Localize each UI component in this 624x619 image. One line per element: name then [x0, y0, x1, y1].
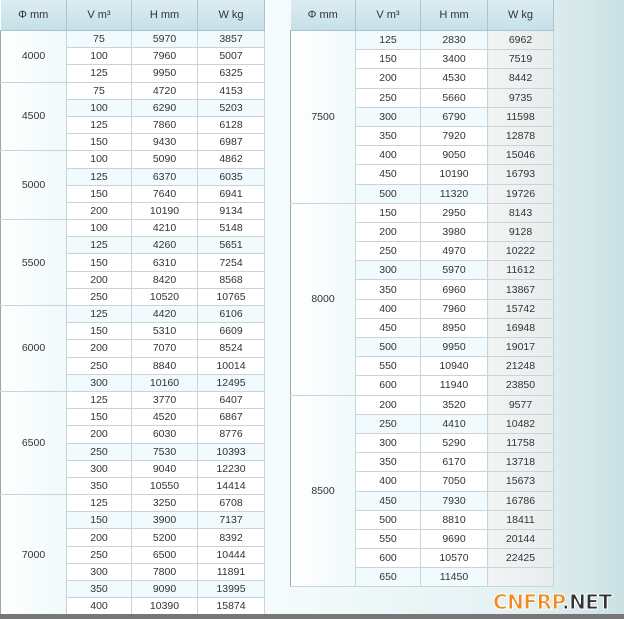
header-diameter: Φ mm [291, 0, 356, 31]
volume-cell: 125 [67, 391, 132, 408]
volume-cell: 150 [67, 134, 132, 151]
height-cell: 8840 [132, 357, 198, 374]
height-cell: 7050 [421, 472, 488, 491]
weight-cell: 9577 [488, 395, 554, 414]
volume-cell: 150 [67, 323, 132, 340]
weight-cell: 15874 [198, 598, 265, 615]
diameter-cell: 5500 [1, 220, 67, 306]
volume-cell: 300 [356, 433, 421, 452]
weight-cell: 10482 [488, 414, 554, 433]
height-cell: 5970 [421, 261, 488, 280]
volume-cell: 250 [67, 288, 132, 305]
volume-cell: 500 [356, 338, 421, 357]
volume-cell: 300 [67, 563, 132, 580]
weight-cell: 8392 [198, 529, 265, 546]
diameter-cell: 7500 [291, 31, 356, 204]
weight-cell: 4862 [198, 151, 265, 168]
weight-cell: 11891 [198, 563, 265, 580]
height-cell: 9040 [132, 460, 198, 477]
volume-cell: 550 [356, 357, 421, 376]
table-row [1, 495, 265, 512]
weight-cell: 6962 [488, 31, 554, 50]
weight-cell: 10222 [488, 242, 554, 261]
weight-cell: 11612 [488, 261, 554, 280]
height-cell: 10520 [132, 288, 198, 305]
weight-cell: 10444 [198, 546, 265, 563]
height-cell: 9950 [421, 338, 488, 357]
weight-cell: 11758 [488, 433, 554, 452]
height-cell: 10190 [421, 165, 488, 184]
volume-cell: 550 [356, 529, 421, 548]
volume-cell: 650 [356, 568, 421, 587]
volume-cell: 400 [356, 472, 421, 491]
height-cell: 10550 [132, 477, 198, 494]
height-cell: 10570 [421, 549, 488, 568]
height-cell: 7960 [421, 299, 488, 318]
header-height: H mm [421, 0, 488, 31]
volume-cell: 400 [356, 299, 421, 318]
height-cell: 6030 [132, 426, 198, 443]
weight-cell: 15046 [488, 146, 554, 165]
weight-cell: 15742 [488, 299, 554, 318]
weight-cell: 6106 [198, 306, 265, 323]
table-row [291, 31, 554, 50]
height-cell: 4530 [421, 69, 488, 88]
table-row [1, 391, 265, 408]
volume-cell: 450 [356, 318, 421, 337]
height-cell: 8810 [421, 510, 488, 529]
weight-cell: 6941 [198, 185, 265, 202]
header-weight: W kg [488, 0, 554, 31]
weight-cell: 4153 [198, 82, 265, 99]
weight-cell: 8143 [488, 203, 554, 222]
weight-cell: 19726 [488, 184, 554, 203]
height-cell: 4720 [132, 82, 198, 99]
weight-cell: 19017 [488, 338, 554, 357]
weight-cell: 8776 [198, 426, 265, 443]
volume-cell: 600 [356, 376, 421, 395]
weight-cell: 12495 [198, 374, 265, 391]
height-cell: 9050 [421, 146, 488, 165]
height-cell: 7070 [132, 340, 198, 357]
diameter-cell: 4500 [1, 82, 67, 151]
weight-cell: 5007 [198, 48, 265, 65]
height-cell: 9090 [132, 581, 198, 598]
spec-table-left [0, 0, 265, 615]
volume-cell: 500 [356, 510, 421, 529]
weight-cell: 7519 [488, 50, 554, 69]
weight-cell: 9134 [198, 202, 265, 219]
volume-cell: 100 [67, 48, 132, 65]
volume-cell: 200 [67, 426, 132, 443]
volume-cell: 200 [356, 222, 421, 241]
volume-cell: 150 [356, 50, 421, 69]
height-cell: 8420 [132, 271, 198, 288]
weight-cell: 13995 [198, 581, 265, 598]
weight-cell: 10014 [198, 357, 265, 374]
weight-cell: 10393 [198, 443, 265, 460]
height-cell: 5310 [132, 323, 198, 340]
height-cell: 7800 [132, 563, 198, 580]
header-volume: V m³ [67, 0, 132, 31]
weight-cell: 6407 [198, 391, 265, 408]
volume-cell: 125 [67, 237, 132, 254]
volume-cell: 250 [67, 546, 132, 563]
volume-cell: 100 [67, 151, 132, 168]
weight-cell: 8568 [198, 271, 265, 288]
volume-cell: 125 [67, 306, 132, 323]
volume-cell: 500 [356, 184, 421, 203]
volume-cell: 250 [356, 414, 421, 433]
height-cell: 11940 [421, 376, 488, 395]
height-cell: 4520 [132, 409, 198, 426]
weight-cell: 8442 [488, 69, 554, 88]
weight-cell: 6035 [198, 168, 265, 185]
volume-cell: 400 [356, 146, 421, 165]
volume-cell: 200 [67, 271, 132, 288]
weight-cell: 7137 [198, 512, 265, 529]
volume-cell: 350 [67, 581, 132, 598]
volume-cell: 350 [356, 453, 421, 472]
volume-cell: 200 [356, 69, 421, 88]
height-cell: 8950 [421, 318, 488, 337]
volume-cell: 125 [356, 31, 421, 50]
volume-cell: 125 [67, 495, 132, 512]
weight-cell: 18411 [488, 510, 554, 529]
height-cell: 5660 [421, 88, 488, 107]
weight-cell: 22425 [488, 549, 554, 568]
height-cell: 4410 [421, 414, 488, 433]
bottom-border [0, 614, 624, 619]
volume-cell: 125 [67, 168, 132, 185]
height-cell: 2830 [421, 31, 488, 50]
height-cell: 9430 [132, 134, 198, 151]
height-cell: 6960 [421, 280, 488, 299]
weight-cell: 16948 [488, 318, 554, 337]
height-cell: 4420 [132, 306, 198, 323]
height-cell: 7920 [421, 126, 488, 145]
volume-cell: 150 [67, 254, 132, 271]
height-cell: 10390 [132, 598, 198, 615]
table-row [1, 306, 265, 323]
weight-cell: 3857 [198, 31, 265, 48]
volume-cell: 125 [67, 65, 132, 82]
table-row [291, 395, 554, 414]
volume-cell: 200 [67, 202, 132, 219]
volume-cell: 75 [67, 82, 132, 99]
header-diameter: Φ mm [1, 0, 67, 31]
table-row [1, 31, 265, 48]
weight-cell: 9128 [488, 222, 554, 241]
volume-cell: 300 [67, 460, 132, 477]
volume-cell: 100 [67, 99, 132, 116]
height-cell: 3980 [421, 222, 488, 241]
height-cell: 3520 [421, 395, 488, 414]
volume-cell: 250 [67, 357, 132, 374]
weight-cell: 21248 [488, 357, 554, 376]
weight-cell: 12230 [198, 460, 265, 477]
volume-cell: 300 [67, 374, 132, 391]
height-cell: 2950 [421, 203, 488, 222]
volume-cell: 350 [356, 126, 421, 145]
height-cell: 6310 [132, 254, 198, 271]
weight-cell: 10765 [198, 288, 265, 305]
volume-cell: 150 [67, 512, 132, 529]
volume-cell: 450 [356, 491, 421, 510]
height-cell: 6500 [132, 546, 198, 563]
volume-cell: 100 [67, 220, 132, 237]
height-cell: 5290 [421, 433, 488, 452]
weight-cell: 13718 [488, 453, 554, 472]
height-cell: 3770 [132, 391, 198, 408]
weight-cell: 6987 [198, 134, 265, 151]
weight-cell: 16786 [488, 491, 554, 510]
header-height: H mm [132, 0, 198, 31]
height-cell: 4260 [132, 237, 198, 254]
height-cell: 5200 [132, 529, 198, 546]
height-cell: 11320 [421, 184, 488, 203]
volume-cell: 350 [356, 280, 421, 299]
height-cell: 6290 [132, 99, 198, 116]
table-row [1, 82, 265, 99]
weight-cell: 23850 [488, 376, 554, 395]
table-row [1, 151, 265, 168]
volume-cell: 125 [67, 116, 132, 133]
volume-cell: 200 [356, 395, 421, 414]
weight-cell: 15673 [488, 472, 554, 491]
table-row [291, 203, 554, 222]
volume-cell: 200 [67, 340, 132, 357]
watermark-logo [493, 591, 612, 613]
height-cell: 6790 [421, 107, 488, 126]
weight-cell: 12878 [488, 126, 554, 145]
watermark-part1: CNFRP [493, 590, 562, 614]
volume-cell: 250 [356, 242, 421, 261]
volume-cell: 300 [356, 261, 421, 280]
volume-cell: 150 [356, 203, 421, 222]
height-cell: 7860 [132, 116, 198, 133]
volume-cell: 450 [356, 165, 421, 184]
height-cell: 7930 [421, 491, 488, 510]
height-cell: 9690 [421, 529, 488, 548]
volume-cell: 250 [356, 88, 421, 107]
height-cell: 4210 [132, 220, 198, 237]
weight-cell: 6325 [198, 65, 265, 82]
height-cell: 10160 [132, 374, 198, 391]
weight-cell: 16793 [488, 165, 554, 184]
spec-table-right [290, 0, 554, 587]
height-cell: 4970 [421, 242, 488, 261]
height-cell: 11450 [421, 568, 488, 587]
weight-cell: 7254 [198, 254, 265, 271]
weight-cell [488, 568, 554, 587]
weight-cell: 20144 [488, 529, 554, 548]
height-cell: 7640 [132, 185, 198, 202]
volume-cell: 350 [67, 477, 132, 494]
weight-cell: 5148 [198, 220, 265, 237]
weight-cell: 5651 [198, 237, 265, 254]
weight-cell: 6867 [198, 409, 265, 426]
weight-cell: 13867 [488, 280, 554, 299]
diameter-cell: 6500 [1, 391, 67, 494]
height-cell: 10190 [132, 202, 198, 219]
height-cell: 6370 [132, 168, 198, 185]
header-volume: V m³ [356, 0, 421, 31]
diameter-cell: 6000 [1, 306, 67, 392]
volume-cell: 250 [67, 443, 132, 460]
volume-cell: 75 [67, 31, 132, 48]
weight-cell: 9735 [488, 88, 554, 107]
height-cell: 10940 [421, 357, 488, 376]
height-cell: 3900 [132, 512, 198, 529]
volume-cell: 600 [356, 549, 421, 568]
volume-cell: 200 [67, 529, 132, 546]
height-cell: 7530 [132, 443, 198, 460]
weight-cell: 5203 [198, 99, 265, 116]
volume-cell: 400 [67, 598, 132, 615]
weight-cell: 6128 [198, 116, 265, 133]
diameter-cell: 5000 [1, 151, 67, 220]
height-cell: 3400 [421, 50, 488, 69]
table-row [1, 220, 265, 237]
height-cell: 3250 [132, 495, 198, 512]
height-cell: 5090 [132, 151, 198, 168]
volume-cell: 300 [356, 107, 421, 126]
diameter-cell: 7000 [1, 495, 67, 615]
weight-cell: 6708 [198, 495, 265, 512]
weight-cell: 11598 [488, 107, 554, 126]
volume-cell: 150 [67, 409, 132, 426]
height-cell: 6170 [421, 453, 488, 472]
diameter-cell: 8000 [291, 203, 356, 395]
weight-cell: 8524 [198, 340, 265, 357]
weight-cell: 6609 [198, 323, 265, 340]
diameter-cell: 4000 [1, 31, 67, 83]
height-cell: 9950 [132, 65, 198, 82]
height-cell: 7960 [132, 48, 198, 65]
volume-cell: 150 [67, 185, 132, 202]
diameter-cell: 8500 [291, 395, 356, 587]
watermark-part2: .NET [561, 590, 612, 614]
weight-cell: 14414 [198, 477, 265, 494]
header-weight: W kg [198, 0, 265, 31]
height-cell: 5970 [132, 31, 198, 48]
